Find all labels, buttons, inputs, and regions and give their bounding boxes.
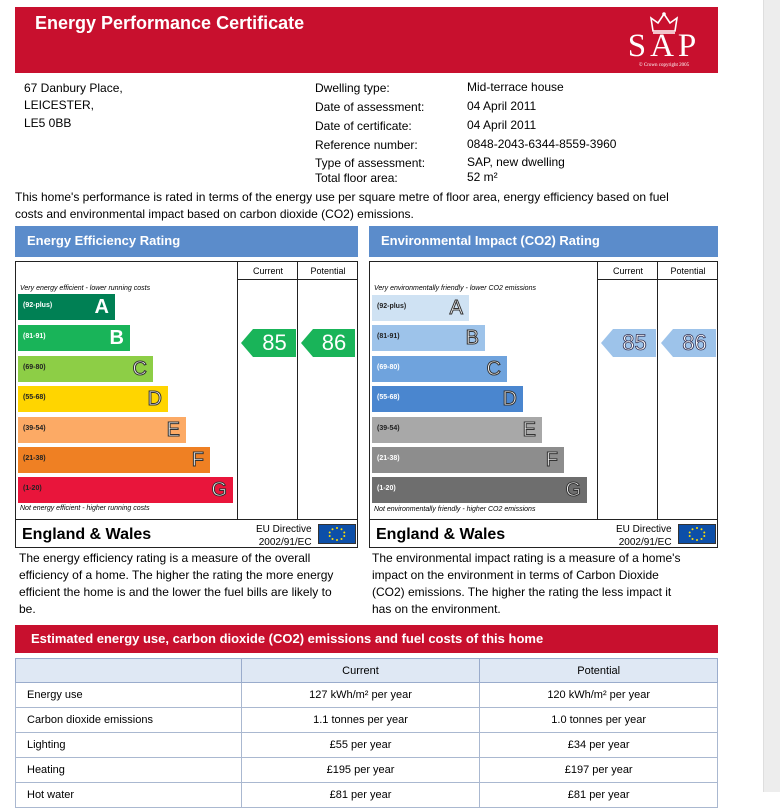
- table-header-cell: [16, 659, 242, 683]
- row-current: 1.1 tonnes per year: [241, 708, 480, 733]
- row-current: 127 kWh/m² per year: [241, 683, 480, 708]
- directive-line-2: 2002/91/EC: [258, 537, 312, 548]
- current-column-header: Current: [237, 262, 298, 280]
- sap-logo: [618, 11, 710, 71]
- floor-area-value: 52 m²: [467, 170, 498, 184]
- dwelling-type-label: Dwelling type:: [315, 81, 390, 95]
- certificate-header: [15, 7, 718, 73]
- band-letter: C: [132, 358, 147, 380]
- band-letter: G: [211, 479, 227, 501]
- band-b: [18, 325, 130, 351]
- directive-line-1: EU Directive: [616, 524, 672, 535]
- band-letter: A: [449, 297, 463, 319]
- band-letter: F: [191, 449, 204, 471]
- band-range: (39-54): [23, 425, 46, 432]
- row-potential: 1.0 tonnes per year: [480, 708, 718, 733]
- band-g: [372, 477, 587, 503]
- environmental-impact-chart: [369, 261, 718, 548]
- address-line-3: LE5 0BB: [24, 116, 72, 130]
- row-label: Hot water: [16, 783, 242, 808]
- band-letter: D: [502, 388, 517, 410]
- potential-column-header: Potential: [297, 262, 358, 280]
- footer-country: England & Wales: [22, 526, 152, 543]
- certificate-title: Energy Performance Certificate: [35, 13, 305, 33]
- eu-flag-icon: [678, 524, 716, 544]
- current-rating-value: 85: [262, 330, 287, 355]
- eu-flag-icon: [318, 524, 356, 544]
- band-range: (69-80): [377, 364, 400, 371]
- reference-number-label: Reference number:: [315, 138, 418, 152]
- friendly-note: Very environmentally friendly - lower CO2 emissions: [374, 285, 536, 292]
- address-line-2: LEICESTER,: [24, 98, 95, 112]
- band-range: (81-91): [377, 333, 400, 340]
- potential-rating-arrow: [661, 329, 716, 357]
- address-line-1: 67 Danbury Place,: [24, 81, 123, 95]
- table-row: [16, 708, 718, 733]
- efficient-note: Very energy efficient - lower running costs: [20, 285, 151, 292]
- table-row: [16, 733, 718, 758]
- row-label: Energy use: [16, 683, 242, 708]
- potential-rating-value: 86: [682, 330, 707, 355]
- band-letter: D: [147, 388, 162, 410]
- footer-directive: [616, 523, 672, 549]
- band-letter: E: [522, 419, 536, 441]
- certificate-date-value: 04 April 2011: [467, 118, 537, 132]
- potential-column-header: Potential: [657, 262, 718, 280]
- table-row: [16, 758, 718, 783]
- band-letter: F: [545, 449, 558, 471]
- row-label: Lighting: [16, 733, 242, 758]
- potential-rating-value: 86: [321, 330, 347, 355]
- table-row: [16, 683, 718, 708]
- band-a: [18, 294, 115, 320]
- band-d: [18, 386, 168, 412]
- energy-efficiency-title: Energy Efficiency Rating: [15, 226, 358, 257]
- assessment-type-label: Type of assessment:: [315, 156, 426, 170]
- band-c: [18, 356, 153, 382]
- band-range: (92-plus): [23, 302, 53, 309]
- row-potential: £197 per year: [480, 758, 718, 783]
- assessment-date-value: 04 April 2011: [467, 99, 537, 113]
- sap-copyright: © Crown copyright 2005: [638, 63, 690, 68]
- environmental-impact-title: Environmental Impact (CO2) Rating: [369, 226, 718, 257]
- row-current: £55 per year: [241, 733, 480, 758]
- band-f: [372, 447, 564, 473]
- band-range: (92-plus): [377, 303, 407, 310]
- row-current: £81 per year: [241, 783, 480, 808]
- row-potential: £34 per year: [480, 733, 718, 758]
- table-header-cell: Potential: [480, 659, 718, 683]
- energy-efficiency-description: The energy efficiency rating is a measure of the overall efficiency of a home. The higher the rating the more energy efficient the home is and the lower the fuel bills are likely to be.: [19, 551, 334, 616]
- current-rating-value: 85: [622, 330, 647, 355]
- unfriendly-note: Not environmentally friendly - higher CO2 emissions: [374, 506, 536, 513]
- current-rating-arrow: [241, 329, 296, 357]
- potential-rating-arrow: [301, 329, 355, 357]
- footer-country: England & Wales: [376, 526, 506, 543]
- band-range: (55-68): [377, 394, 400, 401]
- band-letter: G: [565, 479, 581, 501]
- row-label: Carbon dioxide emissions: [16, 708, 242, 733]
- intro-text: This home's performance is rated in terms of the energy use per square metre of floor area, energy efficiency based on fuel costs and environmental impact based on carbon dioxide (CO2) emissions.: [15, 190, 669, 221]
- band-e: [372, 417, 542, 443]
- estimated-costs-table: [15, 658, 718, 808]
- table-row: [16, 783, 718, 808]
- band-letter: B: [465, 327, 479, 349]
- scrollbar-track[interactable]: [763, 0, 780, 792]
- dwelling-type-value: Mid-terrace house: [467, 80, 564, 94]
- current-column-header: Current: [597, 262, 658, 280]
- band-range: (81-91): [23, 333, 46, 340]
- band-range: (1-20): [23, 485, 42, 492]
- band-letter: B: [109, 327, 124, 349]
- band-a: [372, 295, 469, 321]
- band-letter: E: [166, 419, 180, 441]
- band-range: (55-68): [23, 394, 46, 401]
- table-header-row: [16, 659, 718, 683]
- row-potential: 120 kWh/m² per year: [480, 683, 718, 708]
- reference-number-value: 0848-2043-6344-8559-3960: [467, 137, 617, 151]
- band-e: [18, 417, 186, 443]
- band-letter: A: [94, 296, 109, 318]
- chart-footer: [370, 519, 717, 547]
- inefficient-note: Not energy efficient - higher running costs: [20, 505, 150, 512]
- row-label: Heating: [16, 758, 242, 783]
- estimated-costs-title: Estimated energy use, carbon dioxide (CO2) emissions and fuel costs of this home: [15, 625, 718, 653]
- assessment-date-label: Date of assessment:: [315, 100, 425, 114]
- band-range: (21-38): [377, 455, 400, 462]
- band-d: [372, 386, 523, 412]
- certificate-date-label: Date of certificate:: [315, 119, 412, 133]
- footer-directive: [256, 523, 312, 549]
- band-range: (39-54): [377, 425, 400, 432]
- floor-area-label: Total floor area:: [315, 171, 398, 185]
- band-f: [18, 447, 210, 473]
- sap-logo-text: SAP: [627, 28, 701, 64]
- directive-line-2: 2002/91/EC: [618, 537, 672, 548]
- directive-line-1: EU Directive: [256, 524, 312, 535]
- band-range: (69-80): [23, 364, 46, 371]
- band-g: [18, 477, 233, 503]
- energy-efficiency-chart: [15, 261, 358, 548]
- row-current: £195 per year: [241, 758, 480, 783]
- current-rating-arrow: [601, 329, 656, 357]
- band-range: (21-38): [23, 455, 46, 462]
- band-range: (1-20): [377, 485, 396, 492]
- band-letter: C: [486, 358, 501, 380]
- table-header-cell: Current: [241, 659, 480, 683]
- band-b: [372, 325, 485, 351]
- environmental-impact-description: The environmental impact rating is a measure of a home's impact on the environment in terms of Carbon Dioxide (CO2) emissions. The higher the rating the less impact it has on the environment.: [372, 551, 681, 616]
- band-c: [372, 356, 507, 382]
- assessment-type-value: SAP, new dwelling: [467, 155, 565, 169]
- chart-footer: [16, 519, 357, 547]
- row-potential: £81 per year: [480, 783, 718, 808]
